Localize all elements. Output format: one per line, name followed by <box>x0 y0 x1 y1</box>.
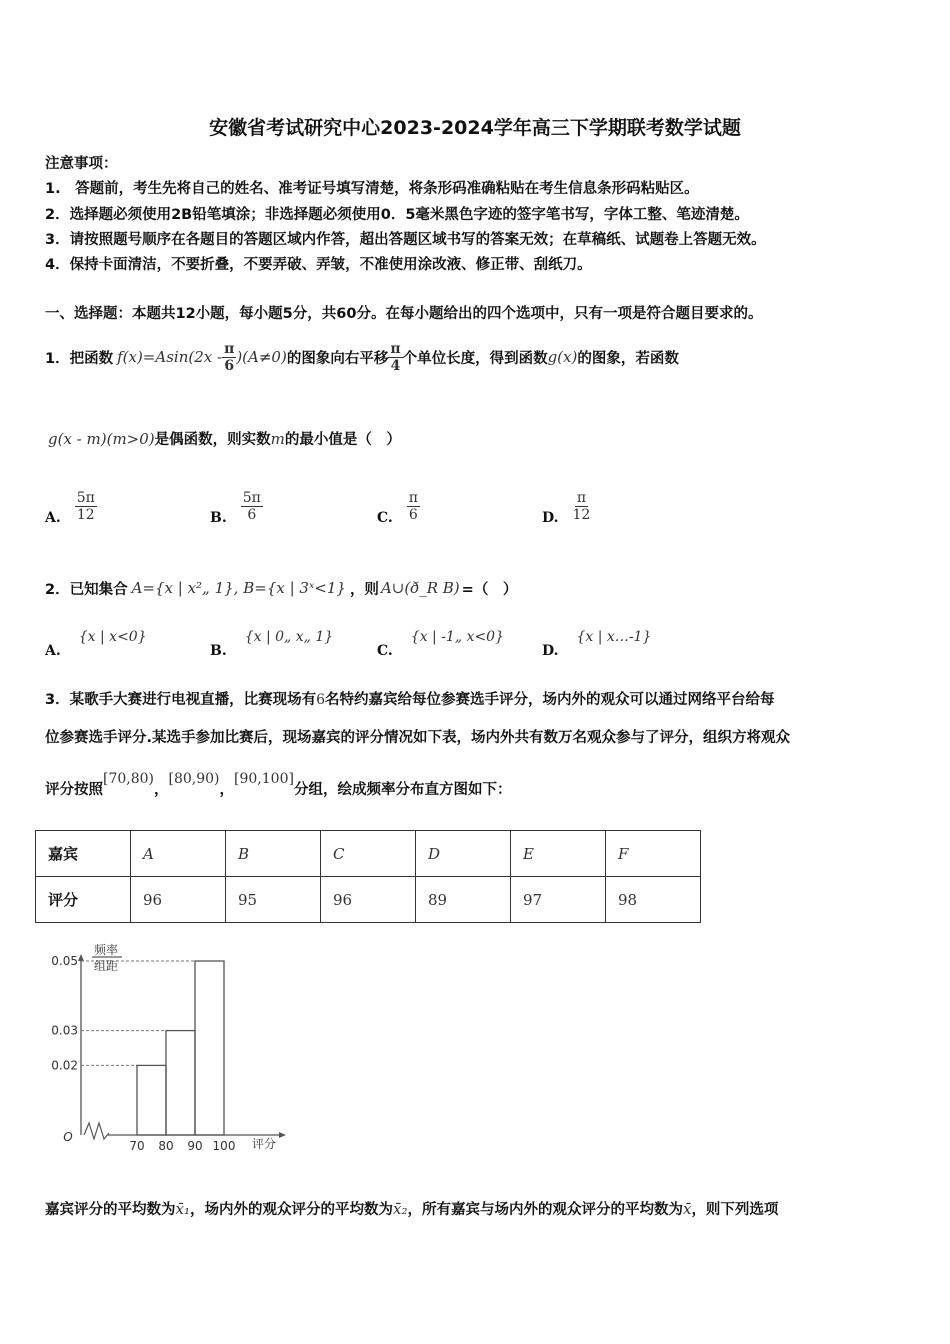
table-cell: 96 <box>321 877 416 923</box>
q2-option[interactable] <box>45 626 147 659</box>
q1-text: 的图象向右平移 <box>286 350 389 367</box>
option-label: B. <box>210 643 227 659</box>
option-text: {x | x<0} <box>78 629 147 645</box>
y-axis-arrow <box>78 954 84 961</box>
q1-formula: f(x)=Asin(2x - <box>117 348 223 366</box>
option-text: {x | -1„ x<0} <box>410 629 504 645</box>
q1-option[interactable] <box>210 486 263 526</box>
q1-text: 是偶函数，则实数 <box>154 432 271 448</box>
chart-label: 70 <box>129 1139 145 1153</box>
q1-text: 的最小值是（ ） <box>284 432 401 448</box>
table-header: 评分 <box>36 877 131 923</box>
q1-condition: )(A≠0) <box>236 348 287 366</box>
chart-label: 评分 <box>252 1137 277 1151</box>
table-cell: 98 <box>606 877 701 923</box>
option-label: B. <box>210 510 227 526</box>
note-item: 3．请按照题号顺序在各题目的答题区域内作答，超出答题区域书写的答案无效；在草稿纸、试题卷上答题无效。 <box>45 232 766 248</box>
q1-text: 个单位长度，得到函数 <box>402 350 548 367</box>
question-3-line-2: 位参赛选手评分.某选手参加比赛后，现场嘉宾的评分情况如下表，场内外共有数万名观众参与了评分，组织方将观众 <box>45 730 791 746</box>
table-cell: F <box>606 831 701 877</box>
notes-heading: 注意事项： <box>45 156 118 172</box>
page-title: 安徽省考试研究中心2023-2024学年高三下学期联考数学试题 <box>209 117 741 139</box>
q1-shift-fraction: $\frac{\pi}{4}$ <box>390 340 401 374</box>
table-cell: A <box>131 831 226 877</box>
option-label: D. <box>542 510 559 526</box>
table-cell: 97 <box>511 877 606 923</box>
x-axis-arrow <box>279 1132 286 1138</box>
chart-label: 90 <box>187 1139 203 1153</box>
table-cell: C <box>321 831 416 877</box>
q1-fraction: $\frac{\pi}{6}$ <box>224 340 235 374</box>
table-cell: 89 <box>416 877 511 923</box>
note-item: 4．保持卡面清洁，不要折叠，不要弄破、弄皱，不准使用涂改液、修正带、刮纸刀。 <box>45 257 592 273</box>
q1-option[interactable] <box>377 486 420 526</box>
q2-option[interactable] <box>210 626 334 659</box>
q1-g2: g(x - m)(m>0) <box>48 430 155 448</box>
q2-text: 2．已知集合 <box>45 581 128 598</box>
option-label: C. <box>377 510 393 526</box>
q1-m: m <box>270 430 285 448</box>
frequency-histogram <box>40 940 300 1160</box>
chart-label: 0.02 <box>51 1058 78 1073</box>
table-cell: E <box>511 831 606 877</box>
chart-label: 频率 <box>94 943 119 957</box>
histogram-bar <box>195 961 224 1135</box>
table-row <box>36 831 701 877</box>
table-header: 嘉宾 <box>36 831 131 877</box>
option-label: D. <box>542 643 559 659</box>
q1-option[interactable] <box>45 486 97 526</box>
q2-expr: A∪(ð_R B) <box>380 579 460 597</box>
option-fraction: $\frac{\pi}{6}$ <box>408 489 418 523</box>
table-cell: 96 <box>131 877 226 923</box>
histogram-bar <box>166 1031 195 1135</box>
guest-score-table <box>35 830 701 923</box>
question-3-last-line: 嘉宾评分的平均数为x̄₁，场内外的观众评分的平均数为x̄₂，所有嘉宾与场内外的观众评分的平均数为x̄，则下列选项 <box>45 1200 779 1218</box>
table-cell: 95 <box>226 877 321 923</box>
note-item: 2．选择题必须使用2B铅笔填涂；非选择题必须使用0．5毫米黑色字迹的签字笔书写，字体工整、笔迹清楚。 <box>45 207 749 223</box>
chart-label: 组距 <box>94 959 119 973</box>
option-fraction: $\frac{5\pi}{6}$ <box>242 489 261 523</box>
chart-label: 0.03 <box>51 1023 78 1038</box>
option-fraction: $\frac{5\pi}{12}$ <box>76 489 95 523</box>
question-1-line-2 <box>48 428 401 449</box>
option-text: {x | 0„ x„ 1} <box>244 629 334 645</box>
table-cell: B <box>226 831 321 877</box>
chart-label: 80 <box>158 1139 174 1153</box>
option-label: C. <box>377 643 393 659</box>
option-label: A. <box>45 643 61 659</box>
q2-option[interactable] <box>377 626 504 659</box>
axis-break-icon <box>84 1123 109 1139</box>
section-heading: 一、选择题：本题共12小题，每小题5分，共60分。在每小题给出的四个选项中，只有一项是符合题目要求的。 <box>45 306 763 322</box>
question-2 <box>45 568 517 608</box>
table-row <box>36 877 701 923</box>
q2-text: ，则 <box>349 581 379 598</box>
q1-text: 的图象，若函数 <box>577 350 679 367</box>
option-fraction: $\frac{\pi}{12}$ <box>572 489 591 523</box>
option-text: {x | x…-1} <box>576 629 652 645</box>
table-cell: D <box>416 831 511 877</box>
q2-text: =（ ） <box>461 581 518 598</box>
chart-label: 0.05 <box>51 954 78 968</box>
note-item: 1. 答题前，考生先将自己的姓名、准考证号填写清楚，将条形码准确粘贴在考生信息条形码粘贴区。 <box>45 181 699 197</box>
q1-option[interactable] <box>542 486 590 526</box>
question-3-line-1: 3．某歌手大赛进行电视直播，比赛现场有6名特约嘉宾给每位参赛选手评分，场内外的观众可以通过网络平台给每 <box>45 692 775 708</box>
q1-g: g(x) <box>547 348 578 366</box>
option-label: A. <box>45 510 61 526</box>
histogram-bar <box>137 1065 166 1135</box>
chart-label: 100 <box>212 1139 236 1153</box>
question-1-line-1 <box>45 332 679 382</box>
question-3-line-3: 评分按照 [70,80) ， [80,90) ， [90,100] 分组，绘成频率分布直方图如下： <box>45 770 512 798</box>
q1-text: 1．把函数 <box>45 350 114 367</box>
q2-sets: A={x | x²„ 1}, B={x | 3ˣ<1} <box>131 579 346 597</box>
q2-option[interactable] <box>542 626 652 659</box>
chart-label: O <box>63 1130 73 1144</box>
